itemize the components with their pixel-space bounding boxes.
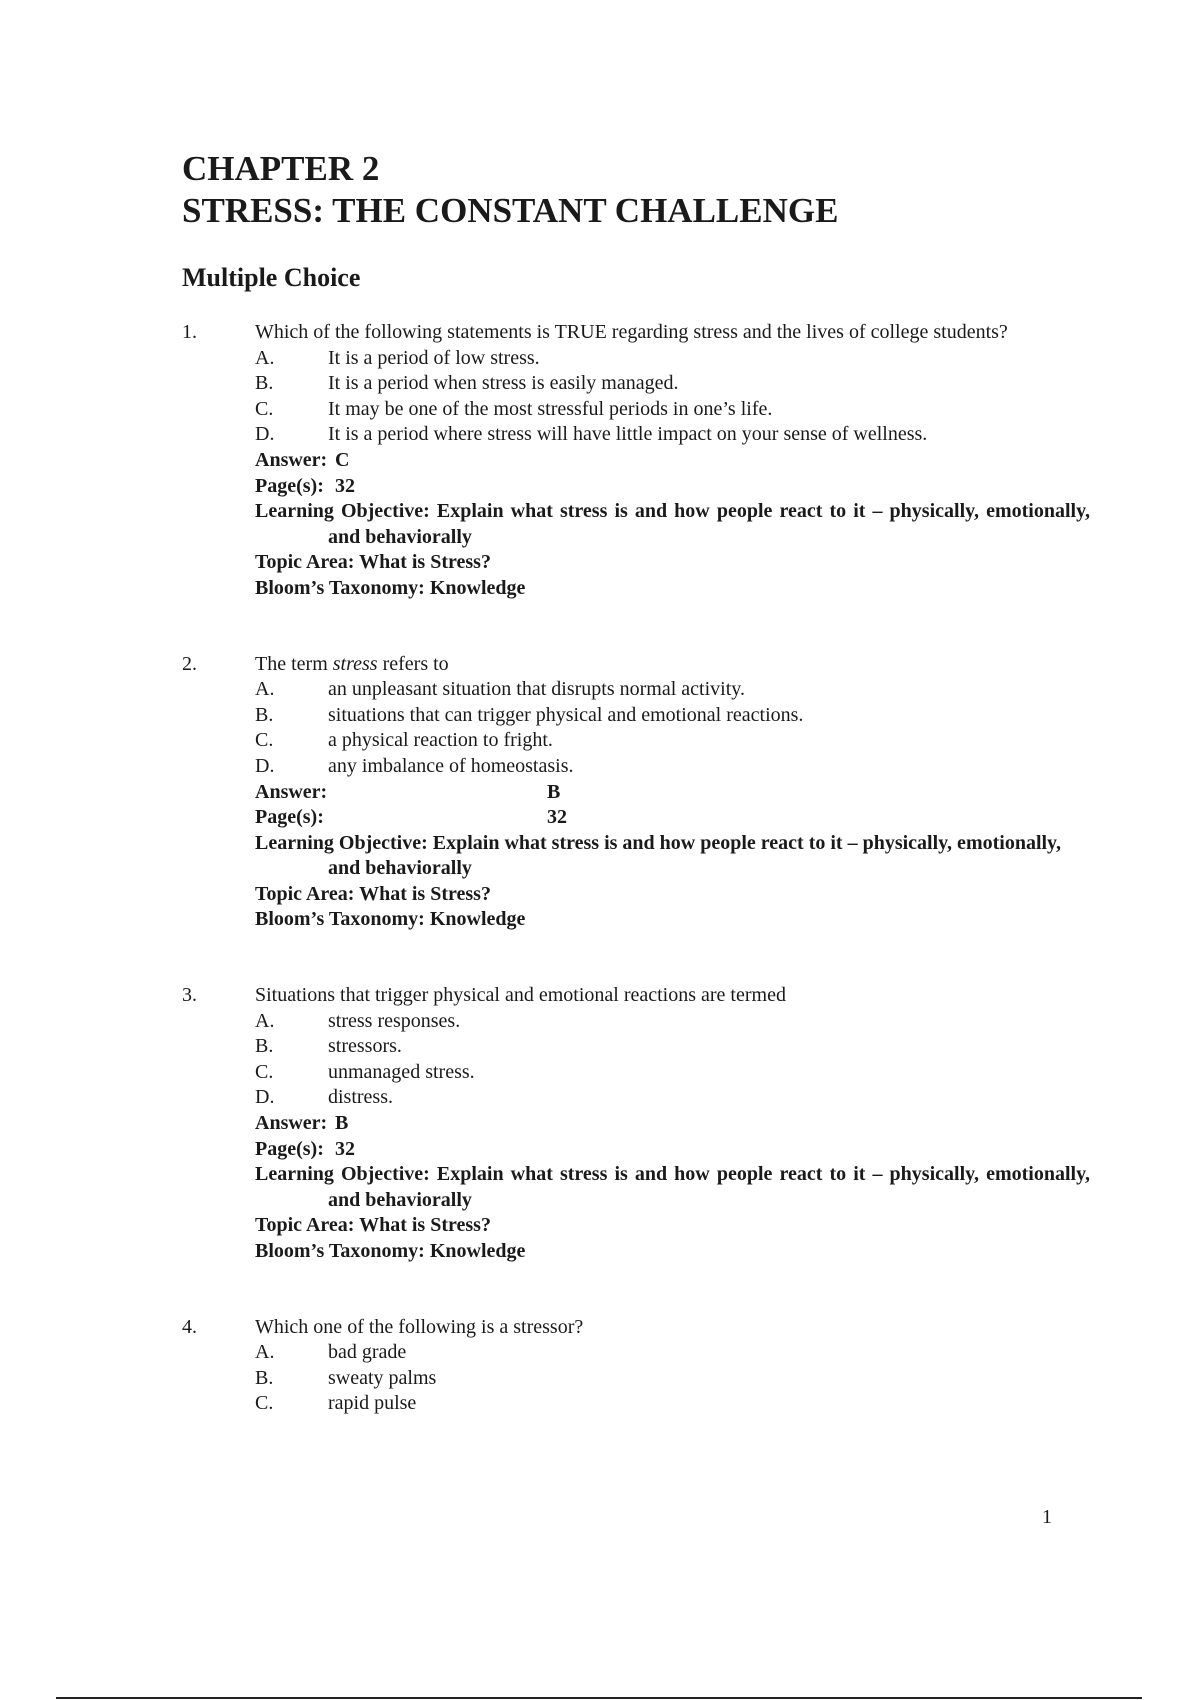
answer-row: [255, 1111, 1090, 1137]
option-a: [255, 677, 1090, 703]
option-letter: B.: [255, 1366, 274, 1389]
option-text: unmanaged stress.: [328, 1060, 475, 1083]
stem-suffix: refers to: [377, 652, 449, 675]
topic-area: Topic Area: What is Stress?: [255, 882, 491, 905]
option-letter: C.: [255, 1060, 274, 1083]
option-d: [255, 1085, 1090, 1111]
learning-objective: Learning Objective: Explain what stress is and how people react to it – physically, emotionally, and behaviorally: [255, 1163, 1090, 1211]
question-meta: [255, 1111, 1090, 1265]
pages-row: [255, 805, 1090, 831]
question-stem: Situations that trigger physical and emotional reactions are termed: [255, 984, 786, 1007]
question-1: [182, 320, 1090, 602]
option-letter: D.: [255, 1086, 275, 1109]
option-text: sweaty palms: [328, 1366, 437, 1389]
option-letter: B.: [255, 1035, 274, 1058]
option-letter: A.: [255, 1341, 275, 1364]
question-meta: [255, 448, 1090, 602]
option-text: It is a period when stress is easily managed.: [328, 372, 679, 395]
pages-label: Page(s):: [255, 474, 324, 497]
option-text: bad grade: [328, 1341, 407, 1364]
page-number: 1: [1042, 1506, 1052, 1528]
footer-rule: [56, 1697, 1142, 1699]
answer-value: C: [335, 448, 350, 471]
option-c: [255, 1391, 1090, 1417]
option-c: [255, 1060, 1090, 1086]
learning-objective: Learning Objective: Explain what stress is and how people react to it – physically, emotionally, and behaviorally: [255, 831, 1061, 880]
option-b: [255, 371, 1090, 397]
pages-row: [255, 1137, 1090, 1163]
option-text: It may be one of the most stressful periods in one’s life.: [328, 397, 773, 420]
option-letter: A.: [255, 678, 275, 701]
section-heading: Multiple Choice: [182, 263, 361, 292]
question-body: [255, 1315, 1090, 1417]
answer-value: B: [335, 1112, 349, 1135]
option-letter: B.: [255, 703, 274, 726]
option-d: [255, 754, 1090, 780]
question-2: [182, 652, 1090, 934]
option-letter: C.: [255, 397, 274, 420]
option-a: [255, 1340, 1090, 1366]
pages-value: 32: [335, 1137, 355, 1160]
pages-value: 32: [547, 806, 567, 829]
option-c: [255, 397, 1090, 423]
option-b: [255, 703, 1090, 729]
option-text: stressors.: [328, 1035, 402, 1058]
option-text: rapid pulse: [328, 1392, 417, 1415]
question-stem: Which one of the following is a stressor?: [255, 1315, 584, 1338]
option-a: [255, 1009, 1090, 1035]
option-text: any imbalance of homeostasis.: [328, 754, 574, 777]
pages-label: Page(s):: [255, 806, 324, 829]
chapter-title-line: STRESS: THE CONSTANT CHALLENGE: [182, 191, 839, 230]
blooms-taxonomy: Bloom’s Taxonomy: Knowledge: [255, 908, 526, 931]
answer-label: Answer:: [255, 1112, 328, 1135]
option-letter: D.: [255, 754, 275, 777]
question-body: [255, 983, 1090, 1265]
answer-row: [255, 448, 1090, 474]
answer-label: Answer:: [255, 448, 328, 471]
option-letter: B.: [255, 372, 274, 395]
option-letter: D.: [255, 423, 275, 446]
stem-term: stress: [332, 652, 378, 675]
topic-area: Topic Area: What is Stress?: [255, 551, 491, 574]
question-body: [255, 320, 1090, 602]
option-c: [255, 728, 1090, 754]
stem-prefix: The term: [255, 652, 333, 675]
question-3: [182, 983, 1090, 1265]
blooms-taxonomy: Bloom’s Taxonomy: Knowledge: [255, 576, 526, 599]
chapter-title: [182, 148, 838, 232]
pages-value: 32: [335, 474, 355, 497]
option-b: [255, 1366, 1090, 1392]
option-text: an unpleasant situation that disrupts normal activity.: [328, 678, 745, 701]
chapter-number-line: CHAPTER 2: [182, 149, 380, 188]
topic-area: Topic Area: What is Stress?: [255, 1214, 491, 1237]
option-text: stress responses.: [328, 1009, 461, 1032]
option-b: [255, 1034, 1090, 1060]
option-text: a physical reaction to fright.: [328, 729, 553, 752]
option-a: [255, 346, 1090, 372]
option-text: It is a period where stress will have little impact on your sense of wellness.: [328, 423, 928, 446]
option-text: distress.: [328, 1086, 393, 1109]
pages-label: Page(s):: [255, 1137, 324, 1160]
question-4: [182, 1315, 1090, 1417]
learning-objective: Learning Objective: Explain what stress is and how people react to it – physically, emotionally, and behaviorally: [255, 500, 1090, 548]
question-meta: [255, 780, 1090, 934]
answer-label: Answer:: [255, 780, 328, 803]
option-letter: A.: [255, 346, 275, 369]
question-stem: [255, 652, 1090, 678]
question-list: [182, 320, 1090, 1417]
option-d: [255, 422, 1090, 448]
question-number: 3.: [182, 984, 197, 1007]
blooms-taxonomy: Bloom’s Taxonomy: Knowledge: [255, 1240, 526, 1262]
option-text: It is a period of low stress.: [328, 346, 540, 369]
option-text: situations that can trigger physical and emotional reactions.: [328, 703, 804, 726]
question-number: 2.: [182, 652, 197, 675]
pages-row: [255, 474, 1090, 500]
answer-row: [255, 780, 1090, 806]
question-number: 1.: [182, 321, 197, 343]
answer-value: B: [547, 780, 561, 803]
question-body: [255, 652, 1090, 934]
option-letter: C.: [255, 1392, 274, 1415]
question-stem: Which of the following statements is TRUE regarding stress and the lives of college students?: [255, 321, 1008, 343]
option-letter: A.: [255, 1009, 275, 1032]
option-letter: C.: [255, 729, 274, 752]
question-number: 4.: [182, 1315, 197, 1338]
